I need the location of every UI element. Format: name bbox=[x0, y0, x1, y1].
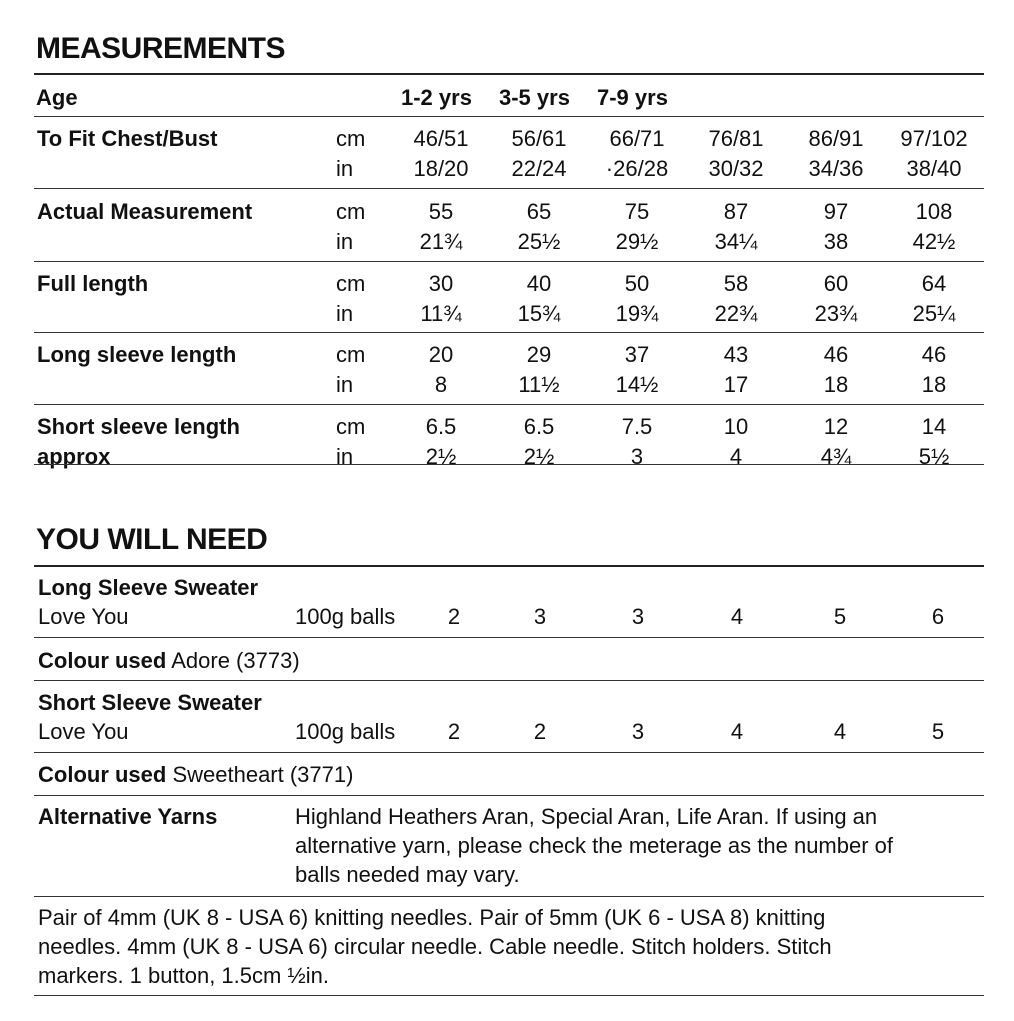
alternative-yarns-label: Alternative Yarns bbox=[38, 804, 218, 829]
value-in: 14½ bbox=[615, 372, 659, 397]
value-in: 18 bbox=[823, 372, 849, 397]
unit-cm: cm bbox=[336, 342, 366, 367]
value-in: 29½ bbox=[615, 229, 659, 254]
value-in: 17 bbox=[723, 372, 749, 397]
value-in: ·26/28 bbox=[605, 156, 669, 181]
ball-count: 4 bbox=[730, 719, 744, 744]
value-cm: 6.5 bbox=[425, 414, 457, 439]
value-cm: 37 bbox=[624, 342, 650, 367]
value-cm: 43 bbox=[723, 342, 749, 367]
value-cm: 86/91 bbox=[808, 126, 864, 151]
value-cm: 7.5 bbox=[621, 414, 653, 439]
value-in: 21¾ bbox=[419, 229, 463, 254]
unit-in: in bbox=[336, 156, 354, 181]
value-in: 42½ bbox=[912, 229, 956, 254]
divider bbox=[34, 637, 984, 638]
value-cm: 64 bbox=[921, 271, 947, 296]
short-sleeve-yarn: Love You bbox=[38, 719, 129, 744]
needles-text bbox=[38, 903, 983, 990]
unit-cm: cm bbox=[336, 414, 366, 439]
value-cm: 66/71 bbox=[609, 126, 665, 151]
value-cm: 58 bbox=[723, 271, 749, 296]
colour-used-value: Adore (3773) bbox=[166, 648, 300, 673]
ball-count: 5 bbox=[931, 719, 945, 744]
value-cm: 97 bbox=[823, 199, 849, 224]
value-cm: 40 bbox=[526, 271, 552, 296]
ball-count: 3 bbox=[533, 604, 547, 629]
colour-used-value: Sweetheart (3771) bbox=[166, 762, 354, 787]
age-2: 3-5 yrs bbox=[499, 85, 570, 110]
age-label: Age bbox=[36, 85, 78, 110]
value-cm: 6.5 bbox=[523, 414, 555, 439]
ball-count: 5 bbox=[833, 604, 847, 629]
value-in: 22¾ bbox=[714, 301, 758, 326]
divider bbox=[34, 332, 984, 333]
value-in: 8 bbox=[434, 372, 448, 397]
value-cm: 76/81 bbox=[708, 126, 764, 151]
value-cm: 10 bbox=[723, 414, 749, 439]
value-in: 25¼ bbox=[912, 301, 956, 326]
long-sleeve-heading: Long Sleeve Sweater bbox=[38, 575, 259, 600]
divider bbox=[34, 896, 984, 897]
value-in: 38/40 bbox=[906, 156, 962, 181]
ball-count: 2 bbox=[533, 719, 547, 744]
value-cm: 14 bbox=[921, 414, 947, 439]
value-cm: 56/61 bbox=[511, 126, 567, 151]
ball-count: 4 bbox=[833, 719, 847, 744]
value-cm: 75 bbox=[624, 199, 650, 224]
alt-line: Highland Heathers Aran, Special Aran, Life Aran. If using an bbox=[295, 804, 878, 829]
ball-count: 3 bbox=[631, 604, 645, 629]
long-sleeve-unit: 100g balls bbox=[295, 604, 396, 629]
value-in: 3 bbox=[630, 444, 644, 469]
divider bbox=[34, 680, 984, 681]
divider bbox=[34, 261, 984, 262]
value-cm: 108 bbox=[915, 199, 953, 224]
divider bbox=[34, 752, 984, 753]
measurements-title: MEASUREMENTS bbox=[36, 32, 286, 65]
you-will-need-title: YOU WILL NEED bbox=[36, 523, 268, 556]
value-cm: 20 bbox=[428, 342, 454, 367]
value-in: 5½ bbox=[918, 444, 950, 469]
needles-line: markers. 1 button, 1.5cm ½in. bbox=[38, 963, 330, 988]
value-cm: 87 bbox=[723, 199, 749, 224]
long-sleeve-yarn: Love You bbox=[38, 604, 129, 629]
row-label: To Fit Chest/Bust bbox=[37, 126, 218, 151]
row-label-2: approx bbox=[37, 444, 111, 469]
colour-used-label: Colour used bbox=[38, 762, 167, 787]
value-cm: 65 bbox=[526, 199, 552, 224]
value-in: 11½ bbox=[518, 372, 560, 397]
row-label: Long sleeve length bbox=[37, 342, 237, 367]
value-in: 34/36 bbox=[808, 156, 864, 181]
value-cm: 60 bbox=[823, 271, 849, 296]
value-cm: 55 bbox=[428, 199, 454, 224]
row-label: Actual Measurement bbox=[37, 199, 253, 224]
value-in: 2½ bbox=[425, 444, 457, 469]
value-cm: 50 bbox=[624, 271, 650, 296]
divider bbox=[34, 565, 984, 567]
ball-count: 3 bbox=[631, 719, 645, 744]
age-1: 1-2 yrs bbox=[401, 85, 472, 110]
value-in: 11¾ bbox=[420, 301, 462, 326]
unit-cm: cm bbox=[336, 199, 366, 224]
unit-in: in bbox=[336, 229, 354, 254]
needles-line: needles. 4mm (UK 8 - USA 6) circular needle. Cable needle. Stitch holders. Stitch bbox=[38, 934, 832, 959]
value-cm: 46 bbox=[921, 342, 947, 367]
ball-count: 2 bbox=[447, 604, 461, 629]
short-sleeve-unit: 100g balls bbox=[295, 719, 396, 744]
long-colour-used bbox=[38, 650, 300, 672]
ball-count: 6 bbox=[931, 604, 945, 629]
value-in: 2½ bbox=[523, 444, 555, 469]
colour-used-label: Colour used bbox=[38, 648, 167, 673]
value-in: 4 bbox=[729, 444, 743, 469]
alternative-yarns-text bbox=[295, 802, 975, 889]
needles-line: Pair of 4mm (UK 8 - USA 6) knitting needles. Pair of 5mm (UK 6 - USA 8) knitting bbox=[38, 905, 826, 930]
short-colour-used bbox=[38, 764, 353, 786]
row-label: Short sleeve length bbox=[37, 414, 240, 439]
value-in: 18/20 bbox=[413, 156, 469, 181]
ball-count: 4 bbox=[730, 604, 744, 629]
divider bbox=[34, 795, 984, 796]
value-cm: 97/102 bbox=[900, 126, 968, 151]
value-cm: 46/51 bbox=[413, 126, 469, 151]
value-cm: 30 bbox=[428, 271, 454, 296]
value-cm: 29 bbox=[526, 342, 552, 367]
value-in: 22/24 bbox=[511, 156, 567, 181]
unit-in: in bbox=[336, 372, 354, 397]
short-sleeve-heading: Short Sleeve Sweater bbox=[38, 690, 262, 715]
alt-line: balls needed may vary. bbox=[295, 862, 520, 887]
divider bbox=[34, 464, 984, 465]
value-in: 23¾ bbox=[814, 301, 858, 326]
unit-cm: cm bbox=[336, 271, 366, 296]
value-cm: 46 bbox=[823, 342, 849, 367]
age-3: 7-9 yrs bbox=[597, 85, 668, 110]
unit-in: in bbox=[336, 444, 354, 469]
ball-count: 2 bbox=[447, 719, 461, 744]
divider bbox=[34, 188, 984, 189]
value-in: 4¾ bbox=[820, 444, 852, 469]
value-in: 25½ bbox=[517, 229, 561, 254]
alt-line: alternative yarn, please check the meterage as the number of bbox=[295, 833, 894, 858]
value-in: 30/32 bbox=[708, 156, 764, 181]
divider bbox=[34, 404, 984, 405]
divider bbox=[34, 116, 984, 117]
value-in: 19¾ bbox=[615, 301, 659, 326]
value-in: 15¾ bbox=[517, 301, 561, 326]
divider bbox=[34, 995, 984, 996]
row-label: Full length bbox=[37, 271, 149, 296]
value-in: 18 bbox=[921, 372, 947, 397]
unit-cm: cm bbox=[336, 126, 366, 151]
divider bbox=[34, 73, 984, 75]
value-in: 38 bbox=[823, 229, 849, 254]
value-in: 34¼ bbox=[714, 229, 758, 254]
unit-in: in bbox=[336, 301, 354, 326]
value-cm: 12 bbox=[823, 414, 849, 439]
